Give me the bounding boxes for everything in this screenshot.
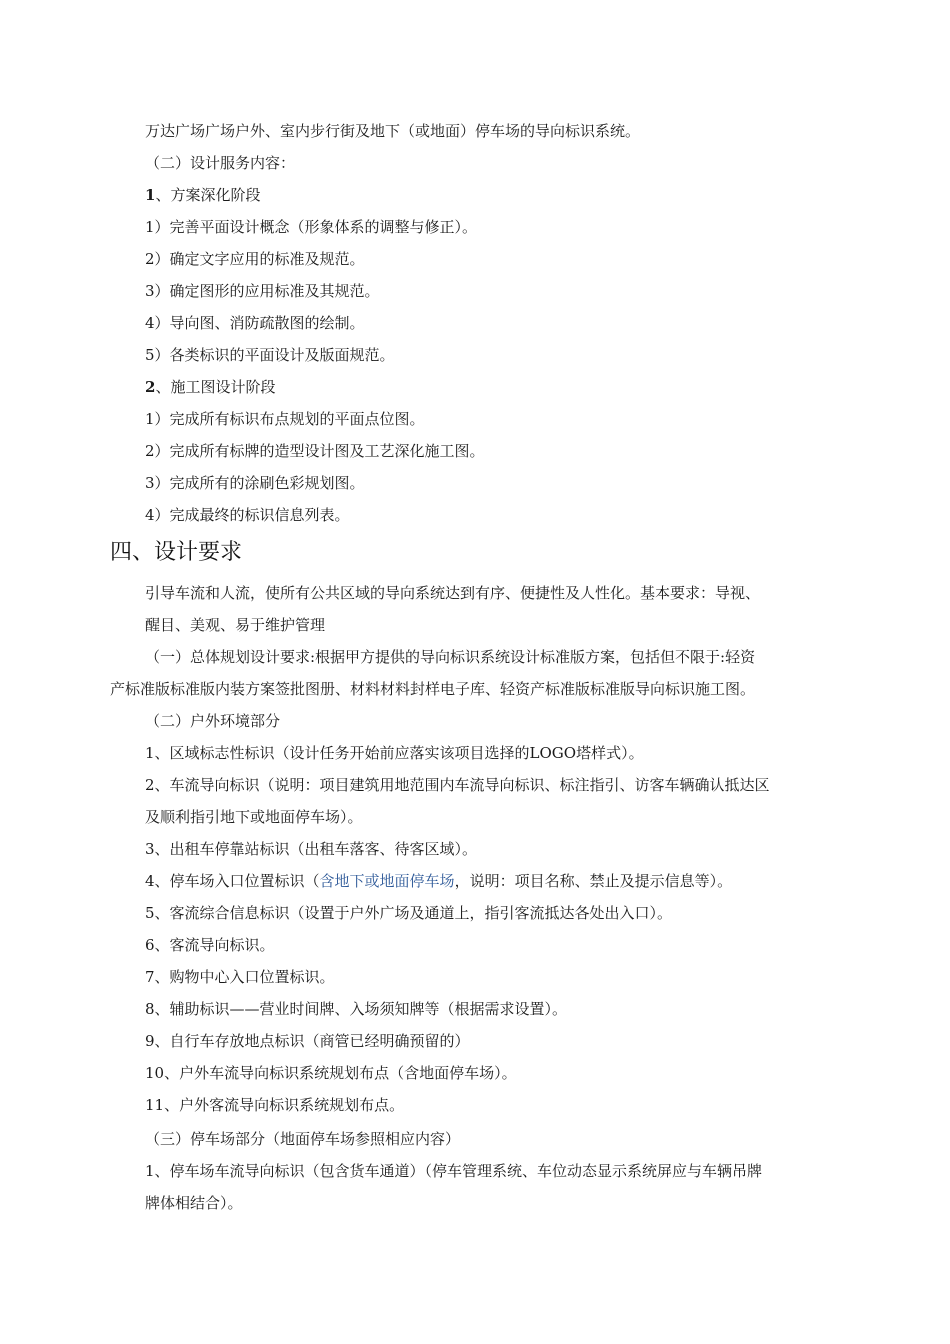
section-heading-design-requirements: 四、设计要求 [110, 540, 243, 565]
overall-planning-paragraph: 产标准版标准版内装方案签批图册、材料材料封样电子库、轻资产标准版标准版导向标识施工图。 [110, 680, 756, 698]
intro-tail: 万达广场广场户外、室内步行街及地下（或地面）停车场的导向标识系统。 [145, 122, 641, 140]
stage1-item: 3）确定图形的应用标准及其规范。 [145, 282, 380, 300]
requirements-paragraph: 醒目、美观、易于维护管理 [145, 616, 326, 634]
outdoor-item: 3、出租车停靠站标识（出租车落客、待客区域）。 [145, 840, 478, 858]
stage2-label: 、施工图设计阶段 [155, 378, 276, 396]
outdoor-item [145, 871, 732, 891]
section-design-services-title: （二）设计服务内容： [145, 154, 296, 172]
outdoor-item: 6、客流导向标识。 [145, 936, 275, 954]
stage2-item: 1）完成所有标识布点规划的平面点位图。 [145, 410, 425, 428]
outdoor-item: 11、户外客流导向标识系统规划布点。 [145, 1096, 405, 1114]
requirements-paragraph: 引导车流和人流，使所有公共区域的导向系统达到有序、便捷性及人性化。基本要求：导视、 [145, 584, 761, 602]
outdoor-item-text: ，说明：项目名称、禁止及提示信息等）。 [454, 872, 733, 890]
stage2-title [145, 377, 275, 397]
outdoor-item-continued: 及顺利指引地下或地面停车场）。 [145, 808, 363, 826]
outdoor-item: 10、户外车流导向标识系统规划布点（含地面停车场）。 [145, 1064, 517, 1082]
parking-link[interactable]: 含地下或地面停车场 [319, 872, 455, 890]
stage2-number: 2 [145, 378, 156, 396]
outdoor-item: 5、客流综合信息标识（设置于户外广场及通道上，指引客流抵达各处出入口）。 [145, 904, 673, 922]
stage1-item: 5）各类标识的平面设计及版面规范。 [145, 346, 395, 364]
stage1-label: 、方案深化阶段 [155, 186, 261, 204]
outdoor-item: 7、购物中心入口位置标识。 [145, 968, 335, 986]
parking-section-title: （三）停车场部分（地面停车场参照相应内容） [145, 1130, 461, 1148]
outdoor-item: 2、车流导向标识（说明：项目建筑用地范围内车流导向标识、标注指引、访客车辆确认抵达区 [145, 776, 770, 794]
outdoor-section-title: （二）户外环境部分 [145, 712, 281, 730]
outdoor-item: 9、自行车存放地点标识（商管已经明确预留的） [145, 1032, 470, 1050]
outdoor-item: 1、区域标志性标识（设计任务开始前应落实该项目选择的LOGO塔样式）。 [145, 744, 644, 762]
outdoor-item-text: 4、停车场入口位置标识（ [145, 872, 320, 890]
stage1-item: 4）导向图、消防疏散图的绘制。 [145, 314, 365, 332]
stage1-number: 1 [145, 186, 156, 204]
stage1-item: 2）确定文字应用的标准及规范。 [145, 250, 365, 268]
parking-item-continued: 牌体相结合）。 [145, 1194, 243, 1212]
stage2-item: 4）完成最终的标识信息列表。 [145, 506, 350, 524]
parking-item: 1、停车场车流导向标识（包含货车通道）（停车管理系统、车位动态显示系统屏应与车辆吊牌 [145, 1162, 763, 1180]
stage2-item: 2）完成所有标牌的造型设计图及工艺深化施工图。 [145, 442, 485, 460]
stage1-title [145, 185, 260, 205]
stage2-item: 3）完成所有的涂刷色彩规划图。 [145, 474, 365, 492]
overall-planning-paragraph: （一）总体规划设计要求:根据甲方提供的导向标识系统设计标准版方案，包括但不限于:轻资 [145, 648, 756, 666]
stage1-item: 1）完善平面设计概念（形象体系的调整与修正）。 [145, 218, 478, 236]
outdoor-item: 8、辅助标识——营业时间牌、入场须知牌等（根据需求设置）。 [145, 1000, 568, 1018]
